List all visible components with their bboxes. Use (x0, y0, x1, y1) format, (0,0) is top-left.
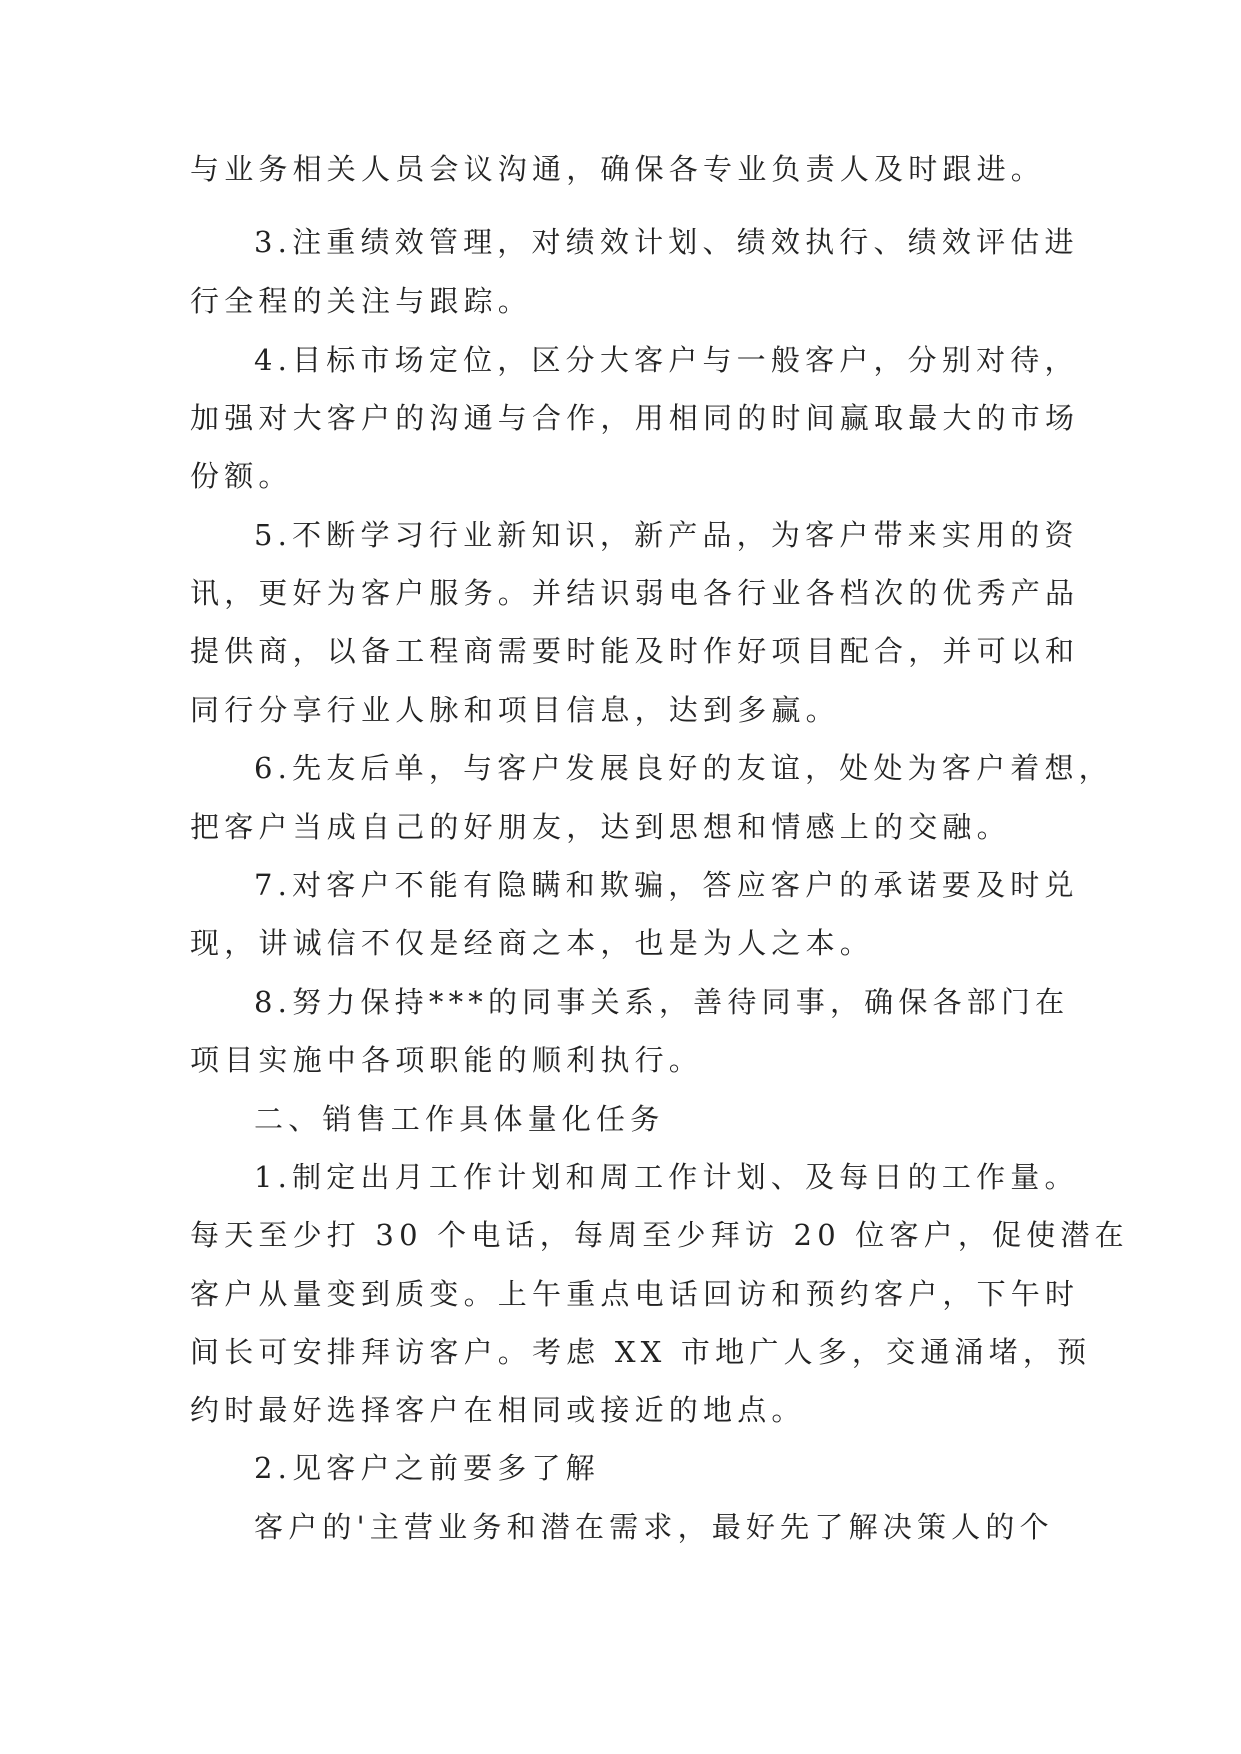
text-line: 客户从量变到质变。上午重点电话回访和预约客户，下午时 (190, 1277, 1080, 1311)
text-line: 把客户当成自己的好朋友，达到思想和情感上的交融。 (190, 810, 1011, 844)
text-line: 现，讲诚信不仅是经商之本，也是为人之本。 (190, 926, 875, 960)
text-line: 3.注重绩效管理，对绩效计划、绩效执行、绩效评估进 (254, 225, 1079, 259)
text-line: 每天至少打 30 个电话，每周至少拜访 20 位客户，促使潜在 (190, 1218, 1129, 1252)
text-line: 讯，更好为客户服务。并结识弱电各行业各档次的优秀产品 (190, 576, 1080, 610)
text-line: 约时最好选择客户在相同或接近的地点。 (190, 1393, 806, 1427)
text-line: 6.先友后单，与客户发展良好的友谊，处处为客户着想， (254, 751, 1113, 785)
text-line: 客户的'主营业务和潜在需求，最好先了解决策人的个 (254, 1510, 1054, 1544)
text-line: 份额。 (190, 459, 293, 493)
text-line: 项目实施中各项职能的顺利执行。 (190, 1043, 704, 1077)
text-line: 与业务相关人员会议沟通，确保各专业负责人及时跟进。 (190, 152, 1046, 186)
text-line: 5.不断学习行业新知识，新产品，为客户带来实用的资 (254, 518, 1079, 552)
text-line: 2.见客户之前要多了解 (254, 1451, 600, 1485)
text-line: 7.对客户不能有隐瞒和欺骗，答应客户的承诺要及时兑 (254, 868, 1079, 902)
text-line: 提供商，以备工程商需要时能及时作好项目配合，并可以和 (190, 634, 1080, 668)
text-line: 同行分享行业人脉和项目信息，达到多赢。 (190, 693, 840, 727)
text-line: 加强对大客户的沟通与合作，用相同的时间赢取最大的市场 (190, 401, 1080, 435)
text-line: 4.目标市场定位，区分大客户与一般客户，分别对待， (254, 343, 1079, 377)
text-line: 1.制定出月工作计划和周工作计划、及每日的工作量。 (254, 1160, 1079, 1194)
section-heading: 二、销售工作具体量化任务 (254, 1102, 665, 1136)
text-line: 间长可安排拜访客户。考虑 XX 市地广人多，交通涌堵，预 (190, 1335, 1092, 1369)
text-line: 行全程的关注与跟踪。 (190, 284, 533, 318)
text-line: 8.努力保持***的同事关系，善待同事，确保各部门在 (254, 985, 1070, 1019)
